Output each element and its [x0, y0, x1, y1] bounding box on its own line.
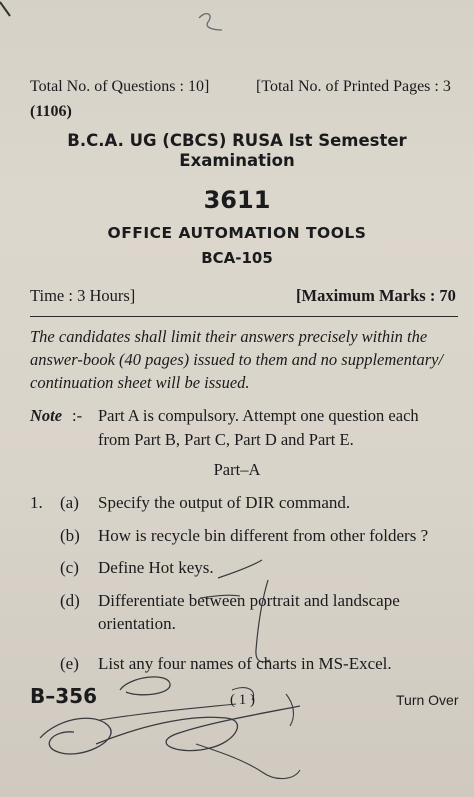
divider [30, 316, 458, 317]
question-label-e: (e) [60, 654, 79, 673]
question-text-b: How is recycle bin different from other folders ? [98, 526, 429, 545]
paper-number: 3611 [203, 186, 271, 214]
question-text-a: Specify the output of DIR command. [98, 493, 351, 512]
subject-title: OFFICE AUTOMATION TOOLS [107, 224, 367, 242]
page-number: ( 1 ) [230, 692, 255, 708]
instructions-line2: answer-book (40 pages) issued to them and no supplementary/ [30, 350, 444, 369]
instructions-line1: The candidates shall limit their answers precisely within the [30, 327, 428, 346]
turn-over: Turn Over [396, 692, 459, 708]
note-line1: Part A is compulsory. Attempt one question each [98, 406, 419, 425]
exam-title-line2: Examination [179, 151, 295, 170]
part-title: Part–A [213, 460, 261, 479]
question-label-d: (d) [60, 591, 80, 610]
question-text-d: Differentiate between portrait and landscape [98, 591, 400, 610]
paper-code: (1106) [30, 103, 72, 120]
question-text-c: Define Hot keys. [98, 558, 214, 577]
total-printed-pages: [Total No. of Printed Pages : 3 [256, 78, 451, 95]
course-code: BCA-105 [201, 249, 273, 267]
question-label-c: (c) [60, 558, 79, 577]
question-text-d-cont: orientation. [98, 614, 176, 633]
question-label-a: (a) [60, 493, 79, 512]
question-label-b: (b) [60, 526, 80, 545]
question-text-e: List any four names of charts in MS-Excel. [98, 654, 392, 673]
instructions-line3: continuation sheet will be issued. [30, 373, 250, 392]
exam-title-line1: B.C.A. UG (CBCS) RUSA Ist Semester [67, 131, 407, 150]
total-questions: Total No. of Questions : 10] [30, 78, 210, 95]
footer-code: B–356 [30, 684, 97, 708]
maximum-marks: [Maximum Marks : 70 [296, 286, 456, 305]
note-line2: from Part B, Part C, Part D and Part E. [98, 430, 354, 449]
time-allowed: Time : 3 Hours] [30, 286, 136, 305]
note-separator: :- [72, 406, 83, 425]
question-number: 1. [30, 493, 43, 512]
note-label: Note [30, 406, 63, 425]
